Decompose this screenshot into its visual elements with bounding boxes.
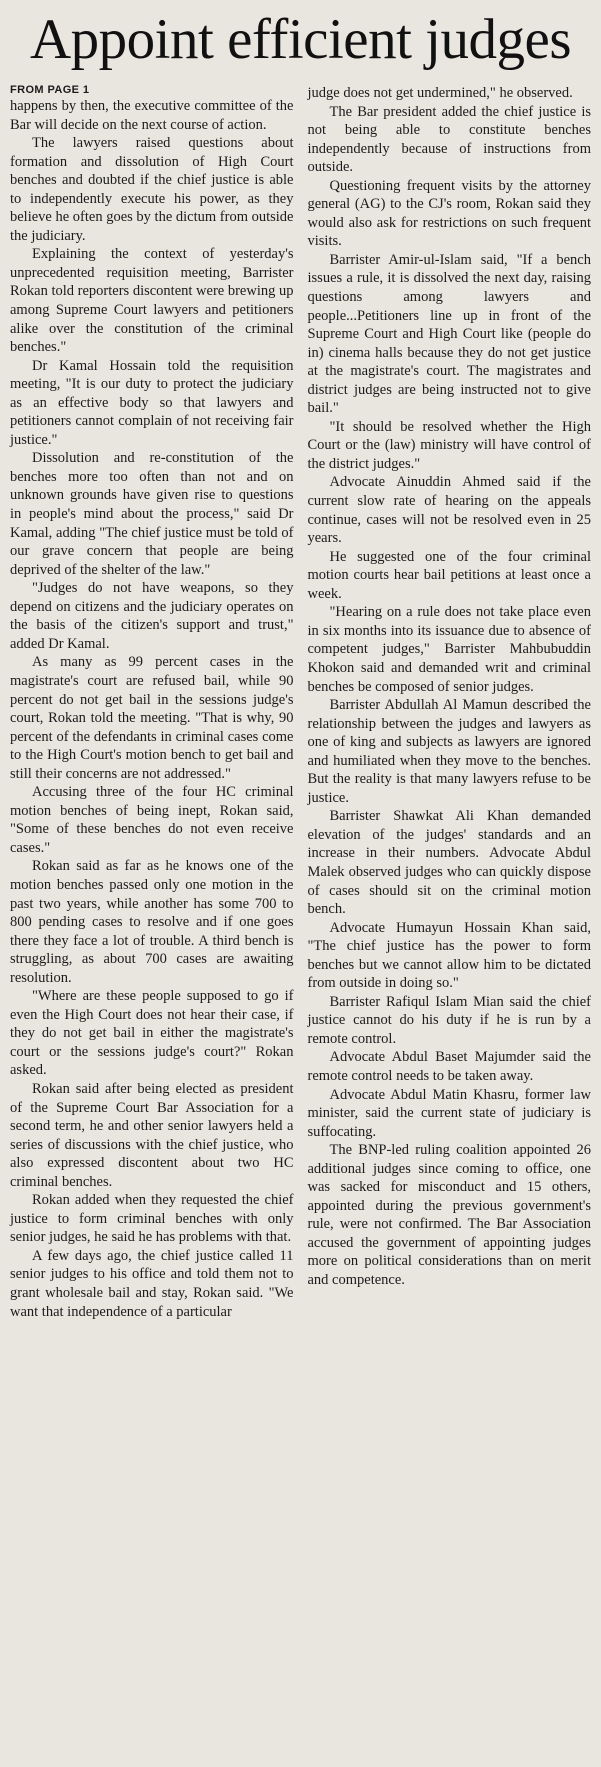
article-paragraph: The lawyers raised questions about formation and dissolution of High Court benches and doubted if the chief justice is able to independently execute his power, as they believe he often goes by the dictum from outside the judiciary. (10, 135, 294, 244)
from-page-label: FROM PAGE 1 (10, 84, 90, 96)
article-paragraph: The BNP-led ruling coalition appointed 26 additional judges since coming to office, one was sacked for misconduct and 15 others, appointed during the previous government's rule, were not confirmed. The Bar Association accused the government of appointing judges more on political considerations than on merit and competence. (307, 1142, 591, 1288)
article-paragraph: happens by then, the executive committee of the Bar will decide on the next course of action. (10, 98, 294, 133)
article-paragraph: Advocate Humayun Hossain Khan said, "The chief justice has the power to form benches but we cannot allow him to be dictated from outside in doing so." (307, 919, 591, 992)
article-paragraph: "It should be resolved whether the High Court or the (law) ministry will have control of the district judges." (307, 418, 591, 472)
article-paragraph: Dissolution and re-constitution of the benches more too often than not and on unknown grounds have given rise to questions in people's mind about the process," said Dr Kamal, adding "The chief justice must be told of our grave concern that people are being deprived of the shelter of the law." (10, 450, 294, 578)
article-paragraph: As many as 99 percent cases in the magistrate's court are refused bail, while 90 percent do not get bail in the sessions judge's court, Rokan told the meeting. "That is why, 90 percent of the defendants in criminal cases come to the High Court's motion bench to get bail and still their concerns are not addressed." (10, 654, 294, 782)
article-paragraph: Rokan said after being elected as president of the Supreme Court Bar Association for a second term, he and other senior lawyers held a series of discussions with the chief justice, who also expressed discontent about two HC criminal benches. (10, 1080, 294, 1190)
column-left (10, 84, 294, 1321)
article-paragraph: Advocate Ainuddin Ahmed said if the current slow rate of hearing on the appeals continue, cases will not be resolved even in 25 years. (307, 474, 591, 547)
article-paragraph: judge does not get undermined," he observed. (307, 85, 573, 101)
article-paragraph: Barrister Abdullah Al Mamun described the relationship between the judges and lawyers as one of king and subjects as lawyers are ignored and humiliated when they move to the benches. But the reality is that many lawyers refuse to be justice. (307, 697, 591, 806)
article-paragraph: Explaining the context of yesterday's unprecedented requisition meeting, Barrister Rokan told reporters discontent were brewing up among Supreme Court lawyers and petitioners alike over the constitution of the criminal benches." (10, 246, 294, 356)
article-paragraph: A few days ago, the chief justice called 11 senior judges to his office and told them not to grant wholesale bail and stay, Rokan said. "We want that independence of a particular (10, 1247, 294, 1320)
article-paragraph: Questioning frequent visits by the attorney general (AG) to the CJ's room, Rokan said they would also ask for restrictions on such frequent visits. (307, 177, 591, 250)
article-paragraph: Barrister Amir-ul-Islam said, "If a bench issues a rule, it is dissolved the next day, raising questions among lawyers and people...Petitioners line up in front of the Supreme Court and High Court like (people do in) cinema halls because they do not get justice at the magistrate's court. The magistrates and district judges are being instructed not to give bail." (307, 251, 591, 417)
article-paragraph: Rokan added when they requested the chief justice to form criminal benches with only senior judges, he said he has problems with that. (10, 1192, 294, 1246)
article-paragraph: The Bar president added the chief justice is not being able to constitute benches independently because of instructions from outside. (307, 103, 591, 176)
article-paragraph: He suggested one of the four criminal motion courts hear bail petitions at least once a week. (307, 548, 591, 602)
article-paragraph: Advocate Abdul Matin Khasru, former law minister, said the current state of judiciary is suffocating. (307, 1086, 591, 1140)
article-body (10, 84, 591, 1321)
article-paragraph: Dr Kamal Hossain told the requisition meeting, "It is our duty to protect the judiciary as an effective body so that lawyers and petitioners cannot complain of not receiving fair justice." (10, 357, 294, 448)
article-paragraph: "Where are these people supposed to go if even the High Court does not hear their case, if they do not get bail in either the magistrate's court or the sessions judge's court?" Rokan asked. (10, 988, 294, 1079)
column-right (308, 84, 592, 1321)
article-paragraph: Barrister Shawkat Ali Khan demanded elevation of the judges' standards and an increase in their numbers. Advocate Abdul Malek observed judges who can quickly dispose of cases should sit on the criminal motion bench. (307, 808, 591, 918)
article-paragraph: Advocate Abdul Baset Majumder said the remote control needs to be taken away. (307, 1049, 591, 1084)
article-paragraph: "Judges do not have weapons, so they depend on citizens and the judiciary operates on the basis of the citizen's support and trust," added Dr Kamal. (10, 580, 294, 652)
article-paragraph: Barrister Rafiqul Islam Mian said the chief justice cannot do his duty if he is run by a remote control. (307, 993, 591, 1047)
article-paragraph: Accusing three of the four HC criminal motion benches of being inept, Rokan said, "Some of these benches do not even receive cases." (10, 784, 294, 856)
article-paragraph: Rokan said as far as he knows one of the motion benches passed only one motion in the past two years, while another has some 700 to 800 pending cases to resolve and if one goes there they face a lot of trouble. A third bench is struggling, as about 700 cases are awaiting resolution. (10, 858, 294, 986)
headline: Appoint efficient judges (30, 8, 571, 71)
article-paragraph: "Hearing on a rule does not take place even in six months into its issuance due to absence of competent judges," Barrister Mahbubuddin Khokon said and demanded writ and criminal benches be composed of senior judges. (307, 604, 591, 695)
